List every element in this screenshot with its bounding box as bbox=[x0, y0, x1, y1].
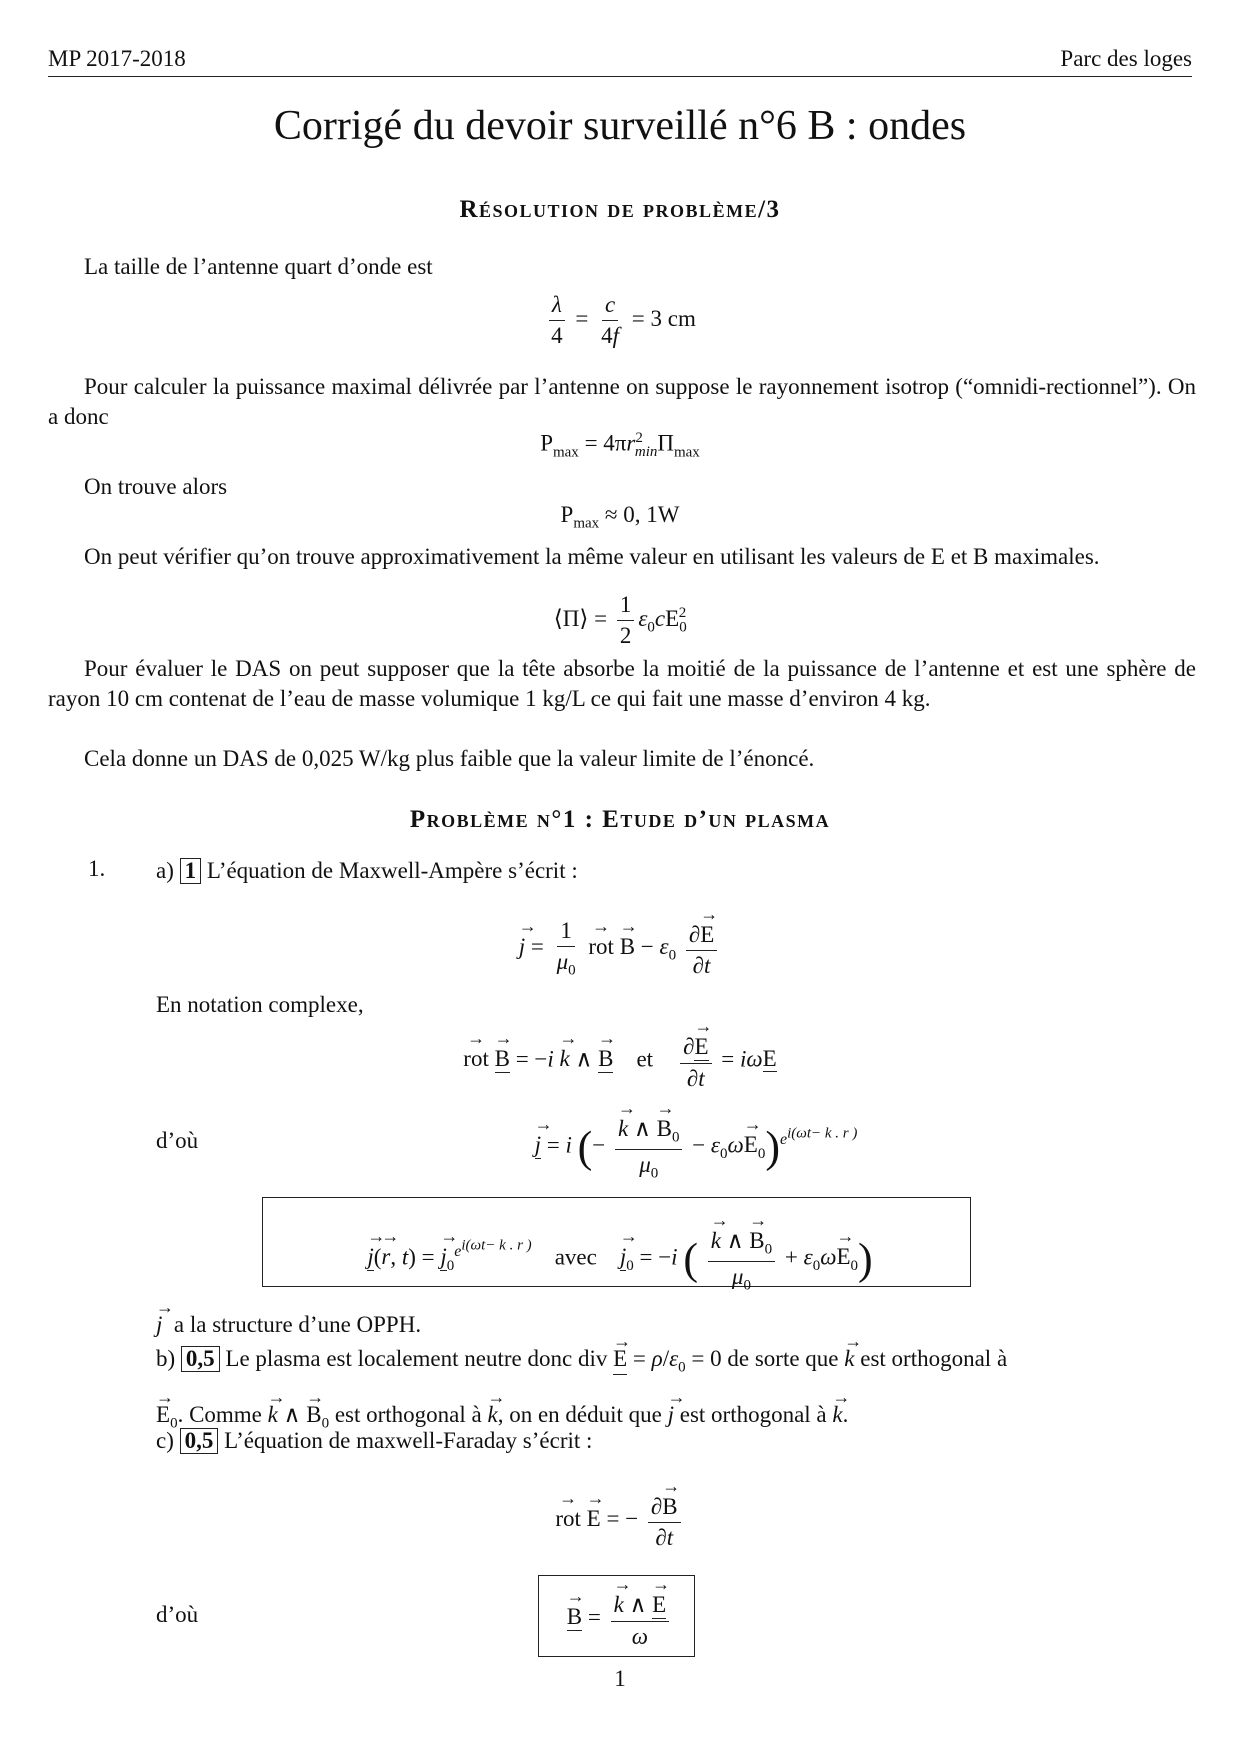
equation-complex-and: et bbox=[636, 1046, 654, 1072]
equation-current-density: → j = i (− → $\frac{k \wedge \to B_0}{\mu_0}$ − $\varepsilon_0\omega\to E_0)^{e^{i(\omega t- k . r )}}$ bbox=[76, 1112, 1240, 1182]
equation-quarter-wave: $\frac{\lambda}{4}$ = $\frac{c}{4f}$ = 3 cm bbox=[0, 292, 1240, 349]
question-b: b) 0,5 Le plasma est localement neutre donc div → $E = \rho/\varepsilon_0 = 0$ de sorte que → k est orthogonal à bbox=[156, 1340, 1196, 1383]
paragraph-antenna-size: La taille de l’antenne quart d’onde est bbox=[84, 254, 433, 279]
question-c bbox=[156, 1426, 592, 1456]
question-a bbox=[156, 856, 578, 886]
points-box-c: 0,5 bbox=[180, 1428, 219, 1454]
question-b-cont: → $E_0$. Comme → k ∧ → $B_0$ est orthogonal à → k, on en déduit que → j est orthogonal à → k. bbox=[156, 1396, 1196, 1439]
document-title: Corrigé du devoir surveillé n°6 B : ondes bbox=[273, 103, 967, 149]
header-right: Parc des loges bbox=[1060, 46, 1192, 71]
question-b-text7: est orthogonal à bbox=[679, 1402, 827, 1427]
question-a-text: L’équation de Maxwell-Ampère s’écrit : bbox=[206, 858, 578, 883]
paragraph-das-result: Cela donne un DAS de 0,025 W/kg plus faible que la valeur limite de l’énoncé. bbox=[84, 746, 815, 771]
question-b-text3: est orthogonal à bbox=[860, 1346, 1008, 1371]
equation-quarter-wave-result: = 3 cm bbox=[631, 305, 696, 331]
question-a-label: a) bbox=[156, 858, 174, 883]
paragraph-complex: En notation complexe, bbox=[156, 992, 364, 1017]
equation-complex-operators: → rot → B = −i → k ∧ → B et $\frac{\partial\to E}{\partial t}$ = iωE bbox=[0, 1030, 1240, 1092]
paragraph-power: Pour calculer la puissance maximal délivrée par l’antenne on suppose le rayonnement isotrop (“omnidi-rectionnel”). On a donc bbox=[48, 374, 1196, 429]
question-b-text5: est orthogonal à bbox=[334, 1402, 482, 1427]
header-rule bbox=[48, 76, 1192, 77]
question-b-text1: Le plasma est localement neutre donc div bbox=[225, 1346, 608, 1371]
header-left: MP 2017-2018 bbox=[48, 46, 186, 71]
question-b-text6: , on en déduit que bbox=[497, 1402, 662, 1427]
item-number: 1. bbox=[88, 856, 106, 881]
question-b-label: b) bbox=[156, 1346, 176, 1371]
equation-pmax-value: $P_{max} \approx 0$, 1W bbox=[560, 502, 680, 532]
equation-pmax-definition: $P_{max} = 4\pi r^2_{min}\Pi_{max}$ bbox=[540, 430, 700, 461]
paragraph-find: On trouve alors bbox=[84, 474, 228, 499]
paragraph-das: Pour évaluer le DAS on peut supposer que la tête absorbe la moitié de la puissance de l’antenne et est une sphère de rayon 10 cm contenat de l’eau de masse volumique 1 kg/L ce qui fait une masse d’environ 4 kg. bbox=[48, 656, 1196, 711]
points-box-b: 0,5 bbox=[181, 1346, 220, 1372]
label-avec: avec bbox=[554, 1244, 597, 1270]
paragraph-verify: On peut vérifier qu’on trouve approximativement la même valeur en utilisant les valeurs de E et B maximales. bbox=[84, 544, 1100, 569]
page-number: 1 bbox=[614, 1666, 626, 1691]
paragraph-opph: → j a la structure d’une OPPH. bbox=[156, 1306, 421, 1340]
question-b-text2: de sorte que bbox=[727, 1346, 839, 1371]
question-c-text: L’équation de maxwell-Faraday s’écrit : bbox=[224, 1428, 593, 1453]
equation-poynting-mean: ⟨Π⟩ = $\frac{1}{2}$ $\varepsilon_0cE_0^2$ bbox=[553, 592, 687, 648]
label-dou: d’où bbox=[156, 1128, 199, 1153]
equation-current-result: → j(→ r, t) = → $j_0^{e^{i(\omega t- k . r )}}$ avec → $j_0 = -i$ ( → $\frac{k \wedge \to B_0}{\mu_0}$ + $\varepsilon_0\omega\to E_0$) bbox=[0, 1224, 1240, 1294]
paragraph-opph-text: a la structure d’une OPPH. bbox=[173, 1312, 422, 1337]
points-box-a: 1 bbox=[180, 858, 202, 884]
equation-maxwell-faraday: → rot → E = − $\frac{\partial\to B}{\partial t}$ bbox=[0, 1490, 1240, 1551]
equation-magnetic-result: → B = → $\frac{k \wedge \to E}{\omega}$ bbox=[0, 1588, 1240, 1650]
question-c-label: c) bbox=[156, 1428, 174, 1453]
section-heading-plasma: Problème n°1 : Etude d’un plasma bbox=[409, 806, 831, 833]
question-b-text4: . Comme bbox=[177, 1402, 262, 1427]
equation-maxwell-ampere: → j = $\frac{1}{\mu_0}$ → rot → $B - \varepsilon_0$ $\frac{\partial\to E}{\partial t}$ bbox=[0, 918, 1240, 980]
section-heading-resolution: Résolution de problème/3 bbox=[459, 196, 781, 223]
label-dou-2: d’où bbox=[156, 1602, 199, 1627]
